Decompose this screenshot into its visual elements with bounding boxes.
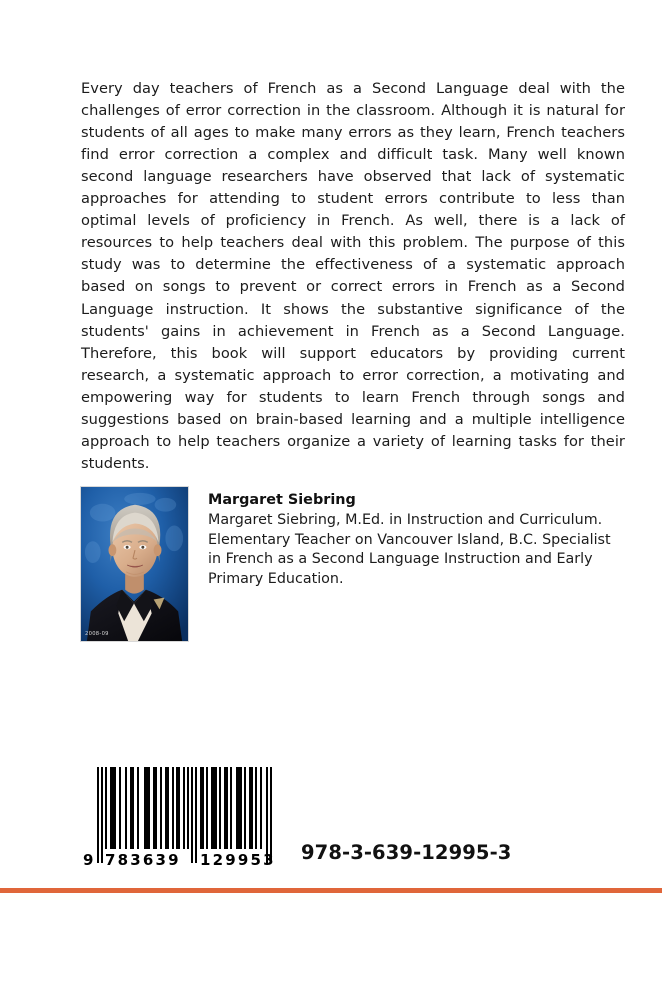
author-block: [80, 486, 625, 642]
photo-date-caption: 2008-09: [85, 631, 109, 637]
barcode-bars: [81, 763, 277, 869]
author-bio: Margaret Siebring, M.Ed. in Instruction and Curriculum. Elementary Teacher on Vancouver Island, B.C. Specialist in French as a Second Language Instruction and Early Primary Education.: [208, 512, 611, 587]
svg-text:9: 9: [83, 851, 94, 869]
author-text-block: [208, 486, 623, 589]
isbn-number: 978-3-639-12995-3: [301, 841, 512, 864]
author-portrait-photo: [80, 486, 189, 642]
ean13-barcode-icon: [81, 763, 277, 869]
accent-rule: [0, 888, 662, 893]
book-description-paragraph: Every day teachers of French as a Second Language deal with the challenges of error correction in the classroom. Although it is natural for students of all ages to make many errors as they learn, French teachers find error correction a complex and difficult task. Many well known second language researchers have observed that lack of systematic approaches for attending to student errors contribute to less than optimal levels of proficiency in French. As well, there is a lack of resources to help teachers deal with this problem. The purpose of this study was to determine the effectiveness of a systematic approach based on songs to prevent or correct errors in French as a Second Language instruction. It shows the substantive significance of the students' gains in achievement in French as a Second Language. Therefore, this book will support educators by providing current research, a systematic approach to error correction, a motivating and empowering way for students to learn French through songs and suggestions based on brain-based learning and a multiple intelligence approach to help teachers organize a variety of learning tasks for their students.: [81, 79, 625, 473]
svg-text:129953: 129953: [200, 851, 276, 869]
author-portrait-image: [81, 487, 188, 641]
svg-text:783639: 783639: [105, 851, 181, 869]
barcode-area: [81, 763, 511, 869]
author-name: Margaret Siebring: [208, 492, 356, 508]
